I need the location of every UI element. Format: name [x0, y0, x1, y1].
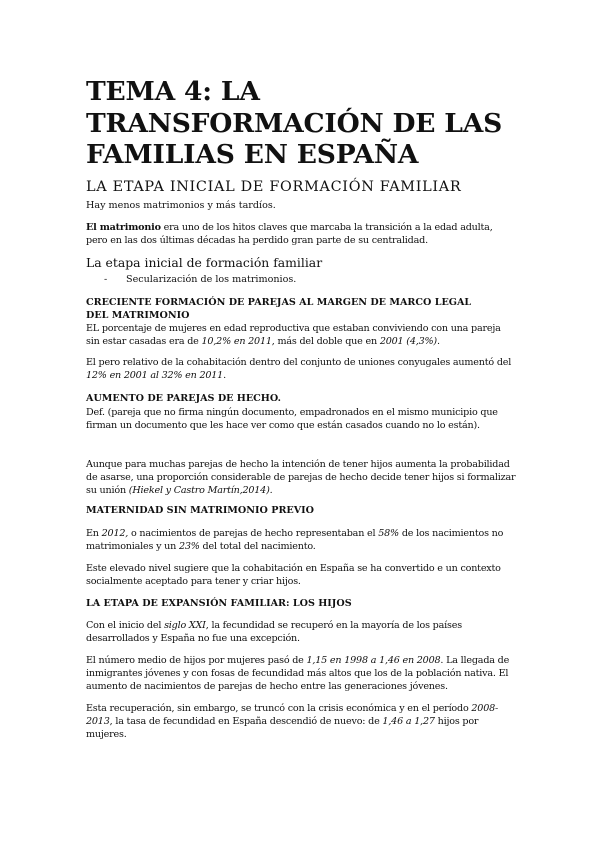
bold-term: El matrimonio	[86, 222, 161, 233]
text-run: , más del doble que en	[271, 336, 380, 348]
italic-run: 2012,	[101, 528, 129, 539]
italic-run: siglo XXI	[164, 620, 206, 631]
heading-maternidad: MATERNIDAD SIN MATRIMONIO PREVIO	[86, 505, 315, 516]
italic-run: 58%	[378, 528, 399, 539]
paragraph-numero-hijos	[86, 654, 516, 694]
page-title: TEMA 4: LA TRANSFORMACIÓN DE LAS FAMILIAS EN ESPAÑA	[86, 76, 503, 170]
heading-creciente-l1: CRECIENTE FORMACIÓN DE PAREJAS AL MARGEN DE MARCO LEGAL	[86, 297, 472, 308]
paragraph-hijos-parejas	[86, 458, 516, 498]
italic-run: 2008-2013	[86, 703, 499, 728]
paragraph-nacimientos	[86, 527, 516, 553]
text-run: .	[269, 485, 273, 497]
heading-parejas-hecho: AUMENTO DE PAREJAS DE HECHO.	[86, 393, 281, 404]
italic-run: 1,15 en 1998 a 1,46 en 2008	[306, 655, 441, 666]
text-run: del total del nacimiento.	[199, 541, 316, 553]
text-run: El pero relativo de la cohabitación dentro del conjunto de uniones conyugales aumentó del	[86, 357, 512, 368]
italic-run: 1,46 a 1,27	[382, 716, 435, 728]
paragraph-text: era uno de los hitos claves que marcaba la transición a la edad adulta, pero en las dos últimas décadas ha perdido gran parte de su centralidad.	[86, 222, 493, 247]
paragraph-elevado-nivel: Este elevado nivel sugiere que la cohabitación en España se ha convertido e un contexto socialmente aceptado para tener y criar hijos.	[86, 563, 501, 588]
text-run: .	[436, 336, 440, 348]
paragraph-porcentaje	[86, 322, 516, 348]
paragraph-definicion: Def. (pareja que no firma ningún documento, empadronados en el mismo municipio que firman un documento que les hace ver como que están casados cuando no lo están).	[86, 407, 498, 432]
section-subtitle: Hay menos matrimonios y más tardíos.	[86, 200, 276, 211]
heading-creciente-l2: DEL MATRIMONIO	[86, 310, 190, 321]
italic-run: 23%	[178, 541, 200, 553]
text-run: .	[223, 370, 226, 382]
section-heading-formacion: LA ETAPA INICIAL DE FORMACIÓN FAMILIAR	[86, 179, 462, 195]
list-item-text: Secularización de los matrimonios.	[126, 274, 297, 285]
text-run: En	[86, 528, 102, 539]
text-run: de los nacimientos no matrimoniales y un	[86, 528, 504, 553]
italic-run: 2001 (4,3%)	[379, 336, 437, 348]
text-run: El número medio de hijos por mujeres pasó de	[86, 655, 307, 666]
paragraph-siglo	[86, 619, 516, 645]
text-run: . La llegada de inmigrantes jóvenes y con fosas de fecundidad más altos que los de la población nativa. El aumento de nacimientos de parejas de hecho entre las generaciones jóvenes.	[86, 655, 510, 693]
italic-run: 10,2% en 2011	[201, 336, 272, 348]
text-run: o nacimientos de parejas de hecho representaban el	[128, 528, 379, 539]
text-run: , la fecundidad se recuperó en la mayoría de los países desarrollados y España no fue una excepción.	[86, 620, 462, 645]
paragraph-recuperacion	[86, 702, 516, 742]
text-run: Esta recuperación, sin embargo, se truncó con la crisis económica y en el período	[86, 703, 472, 714]
text-run: Con el inicio del	[86, 620, 165, 631]
list-item	[104, 274, 296, 285]
paragraph-cohabitacion	[86, 356, 516, 382]
text-run: EL porcentaje de mujeres en edad reproductiva que estaban conviviendo con una pareja sin estar casadas era de	[86, 323, 501, 348]
bullet-dash: -	[104, 274, 108, 285]
subsection-heading: La etapa inicial de formación familiar	[86, 255, 323, 270]
text-run: hijos por mujeres.	[86, 716, 479, 741]
text-run: Aunque para muchas parejas de hecho la intención de tener hijos aumenta la probabilidad de asarse, una proporción considerable de parejas de hecho decide tener hijos si formalizar su unión	[86, 459, 516, 497]
citation: (Hiekel y Castro Martín,2014)	[128, 485, 270, 497]
italic-run: 12% en 2001 al 32% en 2011	[86, 370, 224, 382]
text-run: , la tasa de fecundidad en España descendió de nuevo: de	[109, 716, 383, 728]
heading-expansion: LA ETAPA DE EXPANSIÓN FAMILIAR: LOS HIJOS	[86, 598, 352, 609]
paragraph-matrimonio	[86, 221, 516, 247]
